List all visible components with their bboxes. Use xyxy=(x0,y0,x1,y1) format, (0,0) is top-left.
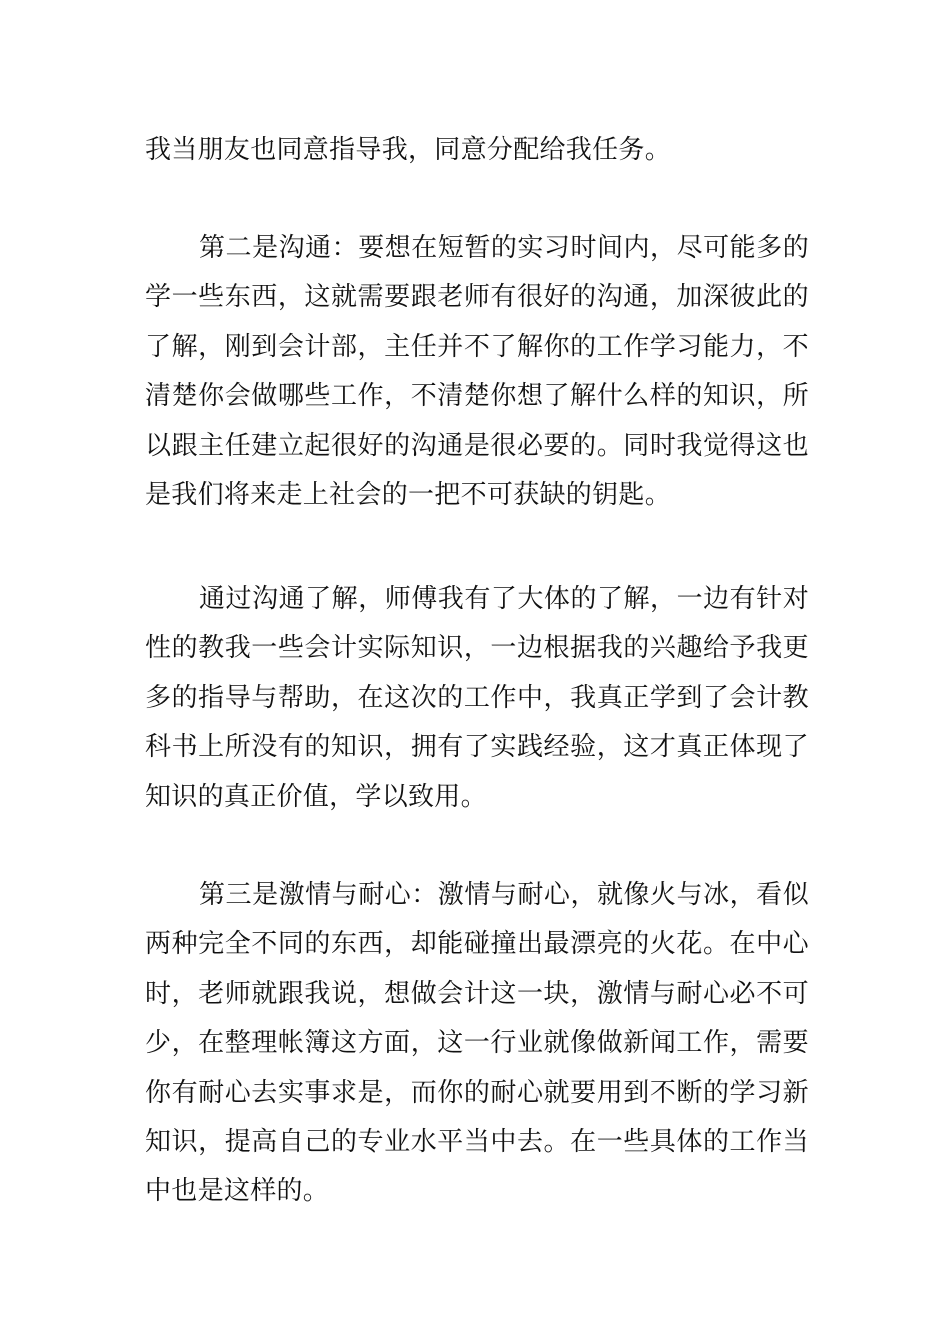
paragraph-understanding: 通过沟通了解，师傅我有了大体的了解，一边有针对性的教我一些会计实际知识，一边根据我的兴趣给予我更多的指导与帮助，在这次的工作中，我真正学到了会计教科书上所没有的知识，拥有了实践经验，这才真正体现了知识的真正价值，学以致用。 xyxy=(145,584,809,812)
paragraph-communication: 第二是沟通：要想在短暂的实习时间内，尽可能多的学一些东西，这就需要跟老师有很好的沟通，加深彼此的了解，刚到会计部，主任并不了解你的工作学习能力，不清楚你会做哪些工作，不清楚你想了解什么样的知识，所以跟主任建立起很好的沟通是很必要的。同时我觉得这也是我们将来走上社会的一把不可获缺的钥匙。 xyxy=(145,233,809,511)
paragraph-passion-patience: 第三是激情与耐心：激情与耐心，就像火与冰，看似两种完全不同的东西，却能碰撞出最漂亮的火花。在中心时，老师就跟我说，想做会计这一块，激情与耐心必不可少，在整理帐簿这方面，这一行业就像做新闻工作，需要你有耐心去实事求是，而你的耐心就要用到不断的学习新知识，提高自己的专业水平当中去。在一些具体的工作当中也是这样的。 xyxy=(145,880,809,1207)
paragraph-continuation: 我当朋友也同意指导我，同意分配给我任务。 xyxy=(145,135,672,165)
